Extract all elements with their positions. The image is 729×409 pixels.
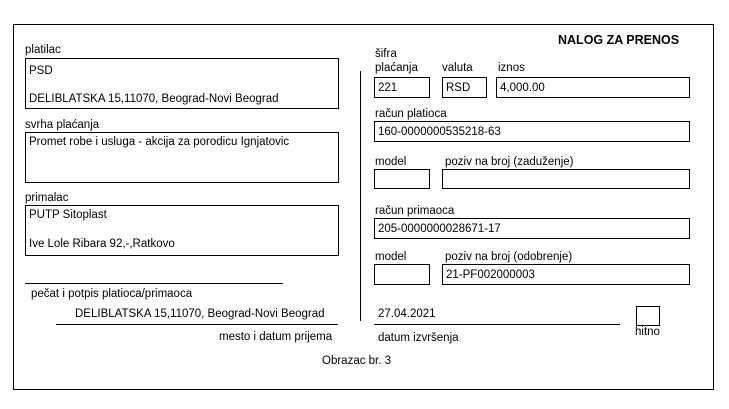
urgent-label: hitno [635,326,660,338]
purpose-label: svrha plaćanja [25,119,100,131]
payer-name: PSD [29,65,53,77]
model-label-debit: model [375,156,407,168]
code-label-1: šifra [375,48,397,60]
place-line [56,324,338,325]
payer-field[interactable] [25,58,339,109]
payer-account-field[interactable] [374,121,690,142]
reference-credit-value: 21-PF002000003 [446,269,535,281]
payer-label: platilac [25,44,61,56]
recipient-field[interactable] [25,205,339,256]
recipient-account-label: račun primaoca [375,205,455,217]
code-field[interactable] [374,77,430,98]
amount-label: iznos [498,62,525,74]
stamp-label: pečat i potpis platioca/primaoca [31,288,193,300]
reference-debit-label: poziv na broj (zaduženje) [445,156,574,168]
code-label-2: plaćanja [375,62,418,74]
form-footer: Obrazac br. 3 [322,355,392,367]
place-value: DELIBLATSKA 15,11070, Beograd-Novi Beograd [75,308,325,320]
signature-line [25,283,283,284]
urgent-checkbox[interactable] [636,306,660,326]
recipient-account-field[interactable] [374,218,690,239]
place-label: mesto i datum prijema [219,331,333,343]
model-field-credit[interactable] [374,264,430,285]
recipient-label: primalac [25,192,69,204]
model-field-debit[interactable] [374,169,430,189]
currency-label: valuta [442,62,473,74]
currency-field[interactable] [442,77,487,98]
execution-date-line [374,324,620,325]
amount-value: 4,000.00 [500,82,545,94]
form-title: NALOG ZA PRENOS [558,33,680,47]
execution-date-value: 27.04.2021 [378,308,436,320]
purpose-field[interactable] [25,132,339,183]
purpose-value: Promet robe i usluga - akcija za porodicu Ignjatovic [29,136,290,148]
column-divider [360,71,361,321]
model-label-credit: model [375,251,407,263]
recipient-account-value: 205-0000000028671-17 [378,223,501,235]
amount-field[interactable] [496,77,690,98]
execution-date-label: datum izvršenja [378,332,459,344]
reference-debit-field[interactable] [442,169,690,189]
payer-account-value: 160-0000000535218-63 [378,126,501,138]
recipient-name: PUTP Sitoplast [29,209,107,221]
code-value: 221 [378,82,398,94]
reference-credit-field[interactable] [442,264,690,285]
currency-value: RSD [446,82,471,94]
recipient-address: Ive Lole Ribara 92,-,Ratkovo [29,238,175,250]
payer-address: DELIBLATSKA 15,11070, Beograd-Novi Beograd [29,93,279,105]
payer-account-label: račun platioca [375,108,447,120]
reference-credit-label: poziv na broj (odobrenje) [445,251,573,263]
